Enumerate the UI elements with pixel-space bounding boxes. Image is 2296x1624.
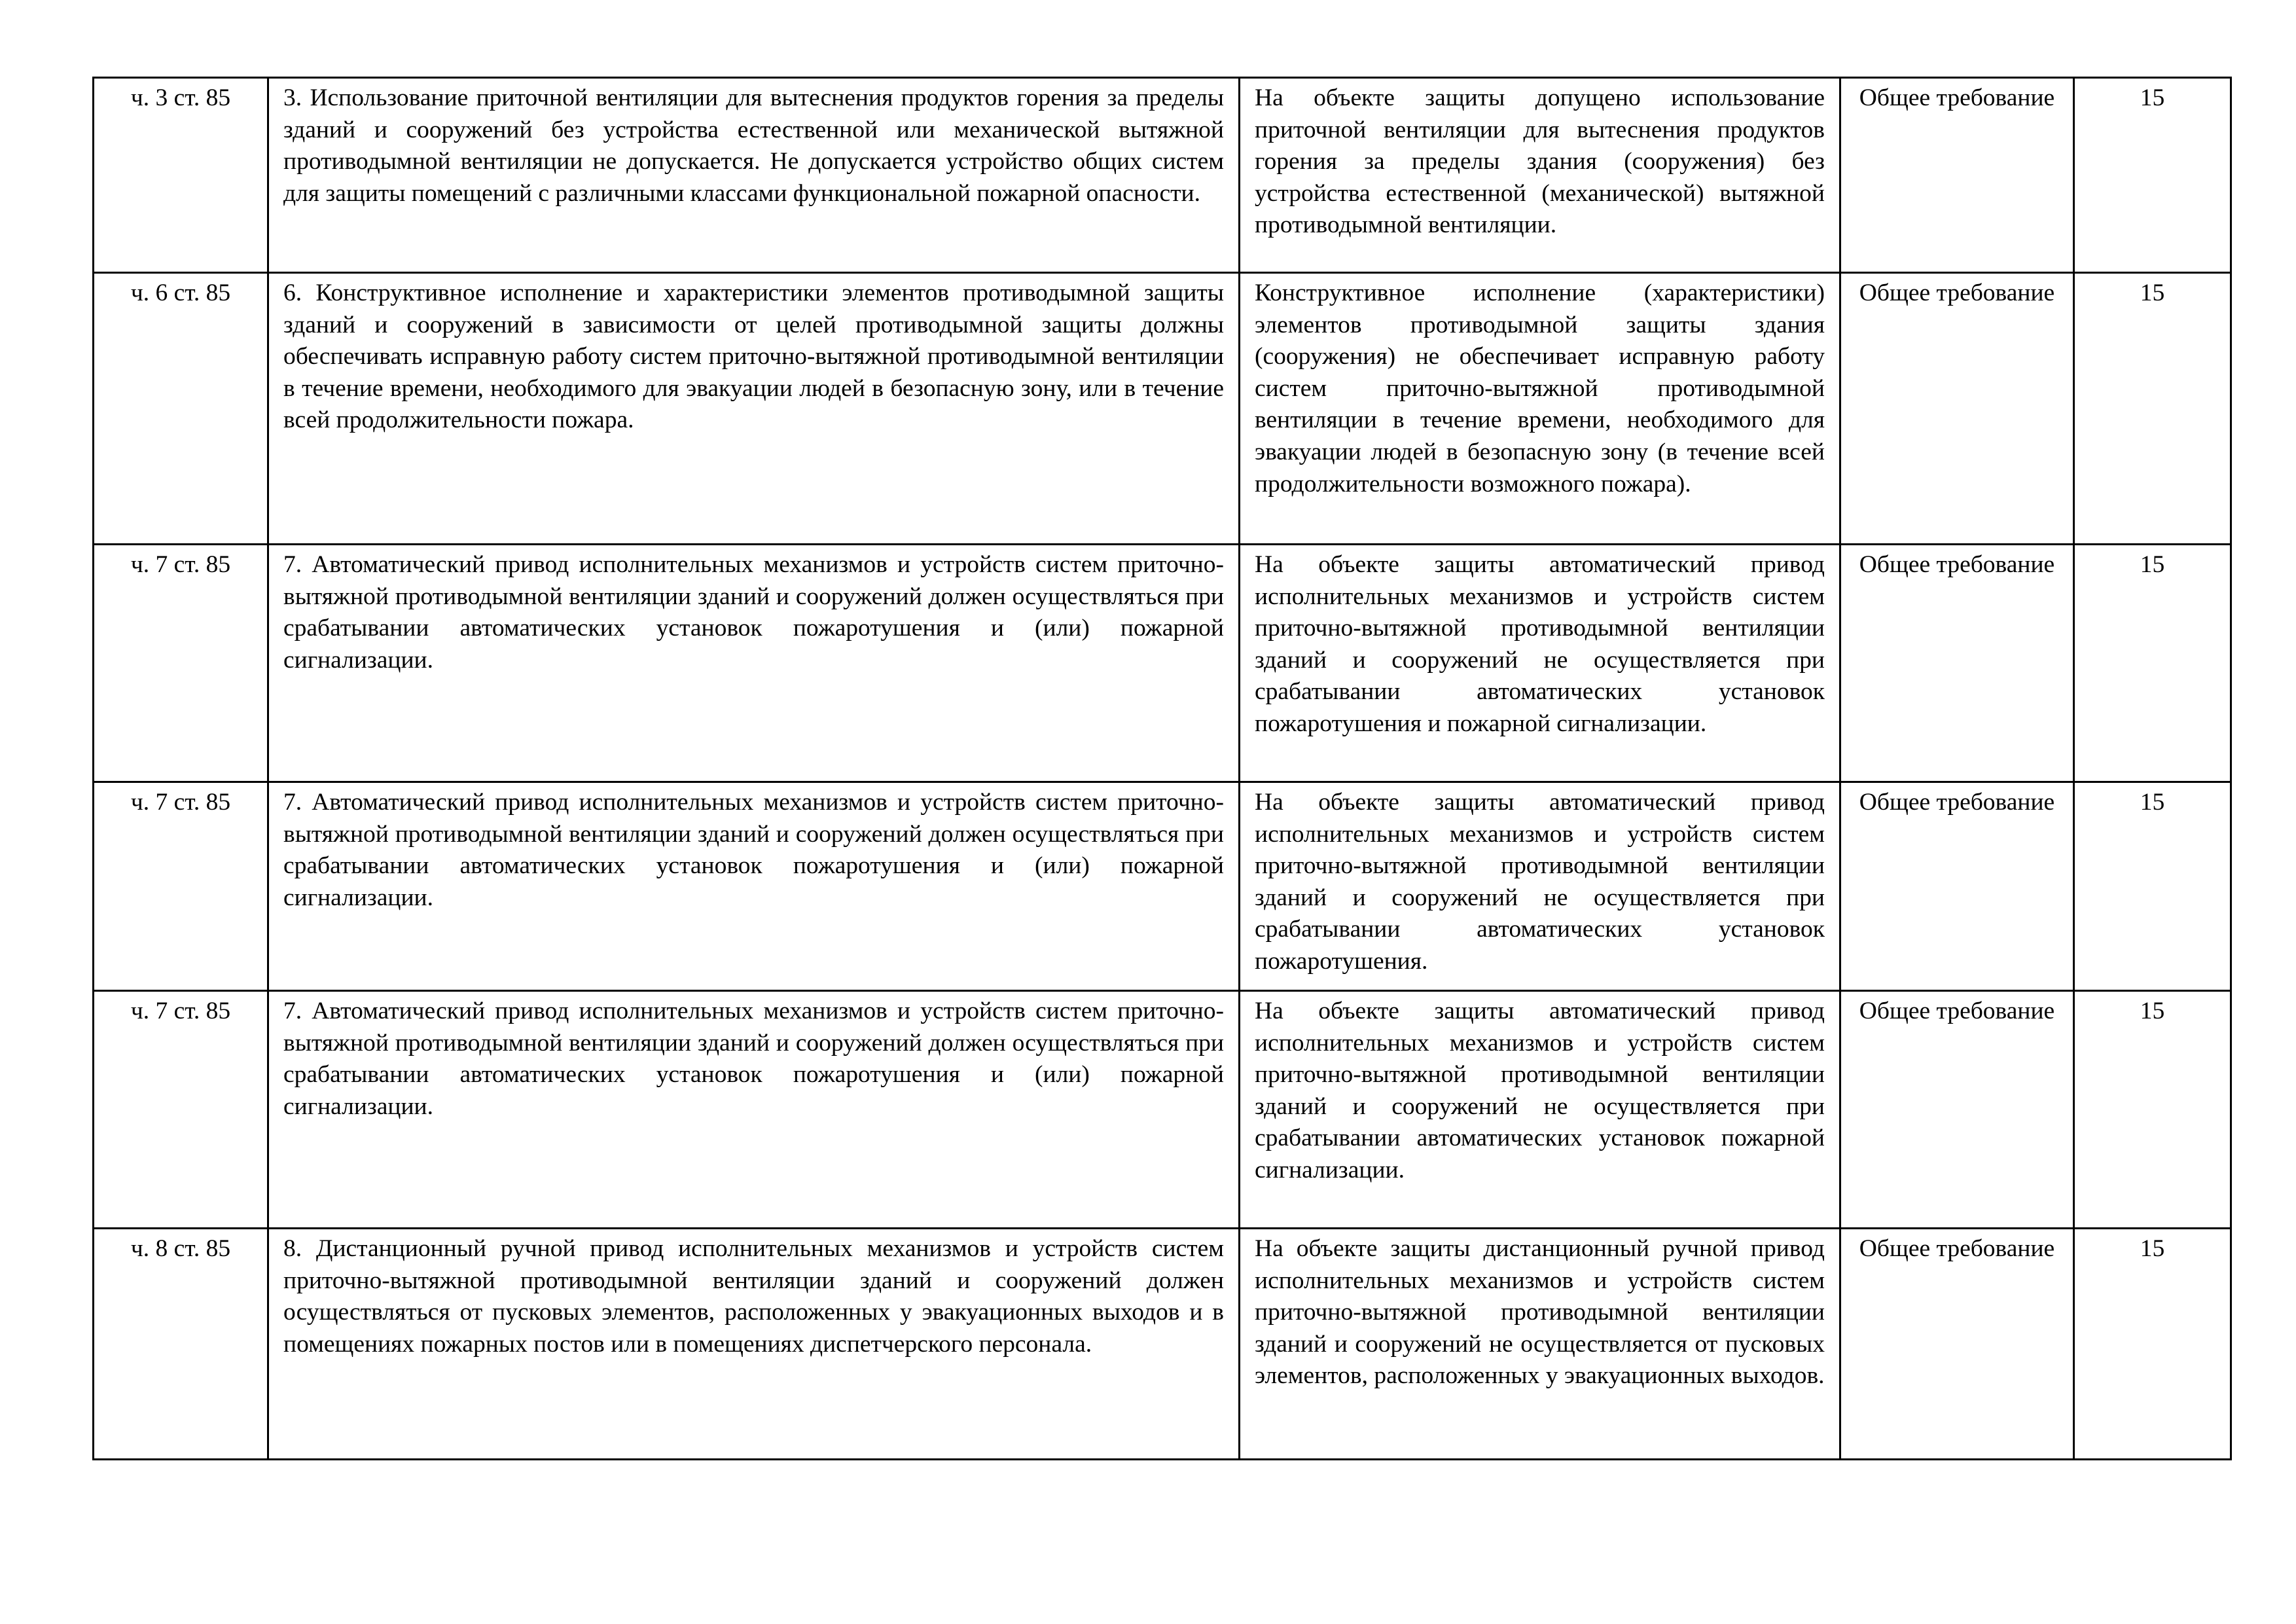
violation-description-cell: На объекте защиты автоматический привод исполнительных механизмов и устройств систем приточно-вытяжной противодымной вентиляции зданий и сооружений не осуществляется при срабатывании автоматических установок пожаротушения и пожарной сигнализации. bbox=[1240, 545, 1840, 782]
number-cell: 15 bbox=[2074, 991, 2231, 1229]
requirement-type-cell: Общее требование bbox=[1840, 78, 2074, 273]
table-row bbox=[94, 1229, 2231, 1460]
violation-description-cell: На объекте защиты автоматический привод исполнительных механизмов и устройств систем приточно-вытяжной противодымной вентиляции зданий и сооружений не осуществляется при срабатывании автоматических установок пожарной сигнализации. bbox=[1240, 991, 1840, 1229]
requirement-text-cell: 7. Автоматический привод исполнительных механизмов и устройств систем приточно-вытяжной противодымной вентиляции зданий и сооружений должен осуществляться при срабатывании автоматических установок пожаротушения и (или) пожарной сигнализации. bbox=[268, 782, 1240, 991]
requirement-text-cell: 6. Конструктивное исполнение и характеристики элементов противодымной защиты зданий и сооружений в зависимости от целей противодымной защиты должны обеспечивать исправную работу систем приточно-вытяжной противодымной вентиляции в течение времени, необходимого для эвакуации людей в безопасную зону, или в течение всей продолжительности пожара. bbox=[268, 273, 1240, 545]
violation-description-cell: Конструктивное исполнение (характеристики) элементов противодымной защиты здания (сооружения) не обеспечивает исправную работу систем приточно-вытяжной противодымной вентиляции в течение времени, необходимого для эвакуации людей в безопасную зону (в течение всей продолжительности возможного пожара). bbox=[1240, 273, 1840, 545]
table-row bbox=[94, 782, 2231, 991]
requirements-table bbox=[92, 77, 2232, 1460]
article-reference-cell: ч. 8 ст. 85 bbox=[94, 1229, 268, 1460]
violation-description-cell: На объекте защиты автоматический привод исполнительных механизмов и устройств систем приточно-вытяжной противодымной вентиляции зданий и сооружений не осуществляется при срабатывании автоматических установок пожаротушения. bbox=[1240, 782, 1840, 991]
requirement-type-cell: Общее требование bbox=[1840, 1229, 2074, 1460]
violation-description-cell: На объекте защиты дистанционный ручной привод исполнительных механизмов и устройств систем приточно-вытяжной противодымной вентиляции зданий и сооружений не осуществляется от пусковых элементов, расположенных у эвакуационных выходов. bbox=[1240, 1229, 1840, 1460]
requirement-text-cell: 7. Автоматический привод исполнительных механизмов и устройств систем приточно-вытяжной противодымной вентиляции зданий и сооружений должен осуществляться при срабатывании автоматических установок пожаротушения и (или) пожарной сигнализации. bbox=[268, 991, 1240, 1229]
requirement-type-cell: Общее требование bbox=[1840, 545, 2074, 782]
table-row bbox=[94, 273, 2231, 545]
number-cell: 15 bbox=[2074, 273, 2231, 545]
requirement-text-cell: 8. Дистанционный ручной привод исполнительных механизмов и устройств систем приточно-вытяжной противодымной вентиляции зданий и сооружений должен осуществляться от пусковых элементов, расположенных у эвакуационных выходов и в помещениях пожарных постов или в помещениях диспетчерского персонала. bbox=[268, 1229, 1240, 1460]
article-reference-cell: ч. 7 ст. 85 bbox=[94, 545, 268, 782]
table-row bbox=[94, 991, 2231, 1229]
requirement-type-cell: Общее требование bbox=[1840, 273, 2074, 545]
article-reference-cell: ч. 7 ст. 85 bbox=[94, 991, 268, 1229]
article-reference-cell: ч. 6 ст. 85 bbox=[94, 273, 268, 545]
number-cell: 15 bbox=[2074, 1229, 2231, 1460]
number-cell: 15 bbox=[2074, 78, 2231, 273]
requirement-text-cell: 7. Автоматический привод исполнительных механизмов и устройств систем приточно-вытяжной противодымной вентиляции зданий и сооружений должен осуществляться при срабатывании автоматических установок пожаротушения и (или) пожарной сигнализации. bbox=[268, 545, 1240, 782]
number-cell: 15 bbox=[2074, 782, 2231, 991]
article-reference-cell: ч. 7 ст. 85 bbox=[94, 782, 268, 991]
number-cell: 15 bbox=[2074, 545, 2231, 782]
violation-description-cell: На объекте защиты допущено использование приточной вентиляции для вытеснения продуктов горения за пределы здания (сооружения) без устройства естественной (механической) вытяжной противодымной вентиляции. bbox=[1240, 78, 1840, 273]
requirement-type-cell: Общее требование bbox=[1840, 991, 2074, 1229]
requirement-type-cell: Общее требование bbox=[1840, 782, 2074, 991]
table-row bbox=[94, 78, 2231, 273]
requirement-text-cell: 3. Использование приточной вентиляции для вытеснения продуктов горения за пределы зданий и сооружений без устройства естественной или механической вытяжной противодымной вентиляции не допускается. Не допускается устройство общих систем для защиты помещений с различными классами функциональной пожарной опасности. bbox=[268, 78, 1240, 273]
table-row bbox=[94, 545, 2231, 782]
article-reference-cell: ч. 3 ст. 85 bbox=[94, 78, 268, 273]
